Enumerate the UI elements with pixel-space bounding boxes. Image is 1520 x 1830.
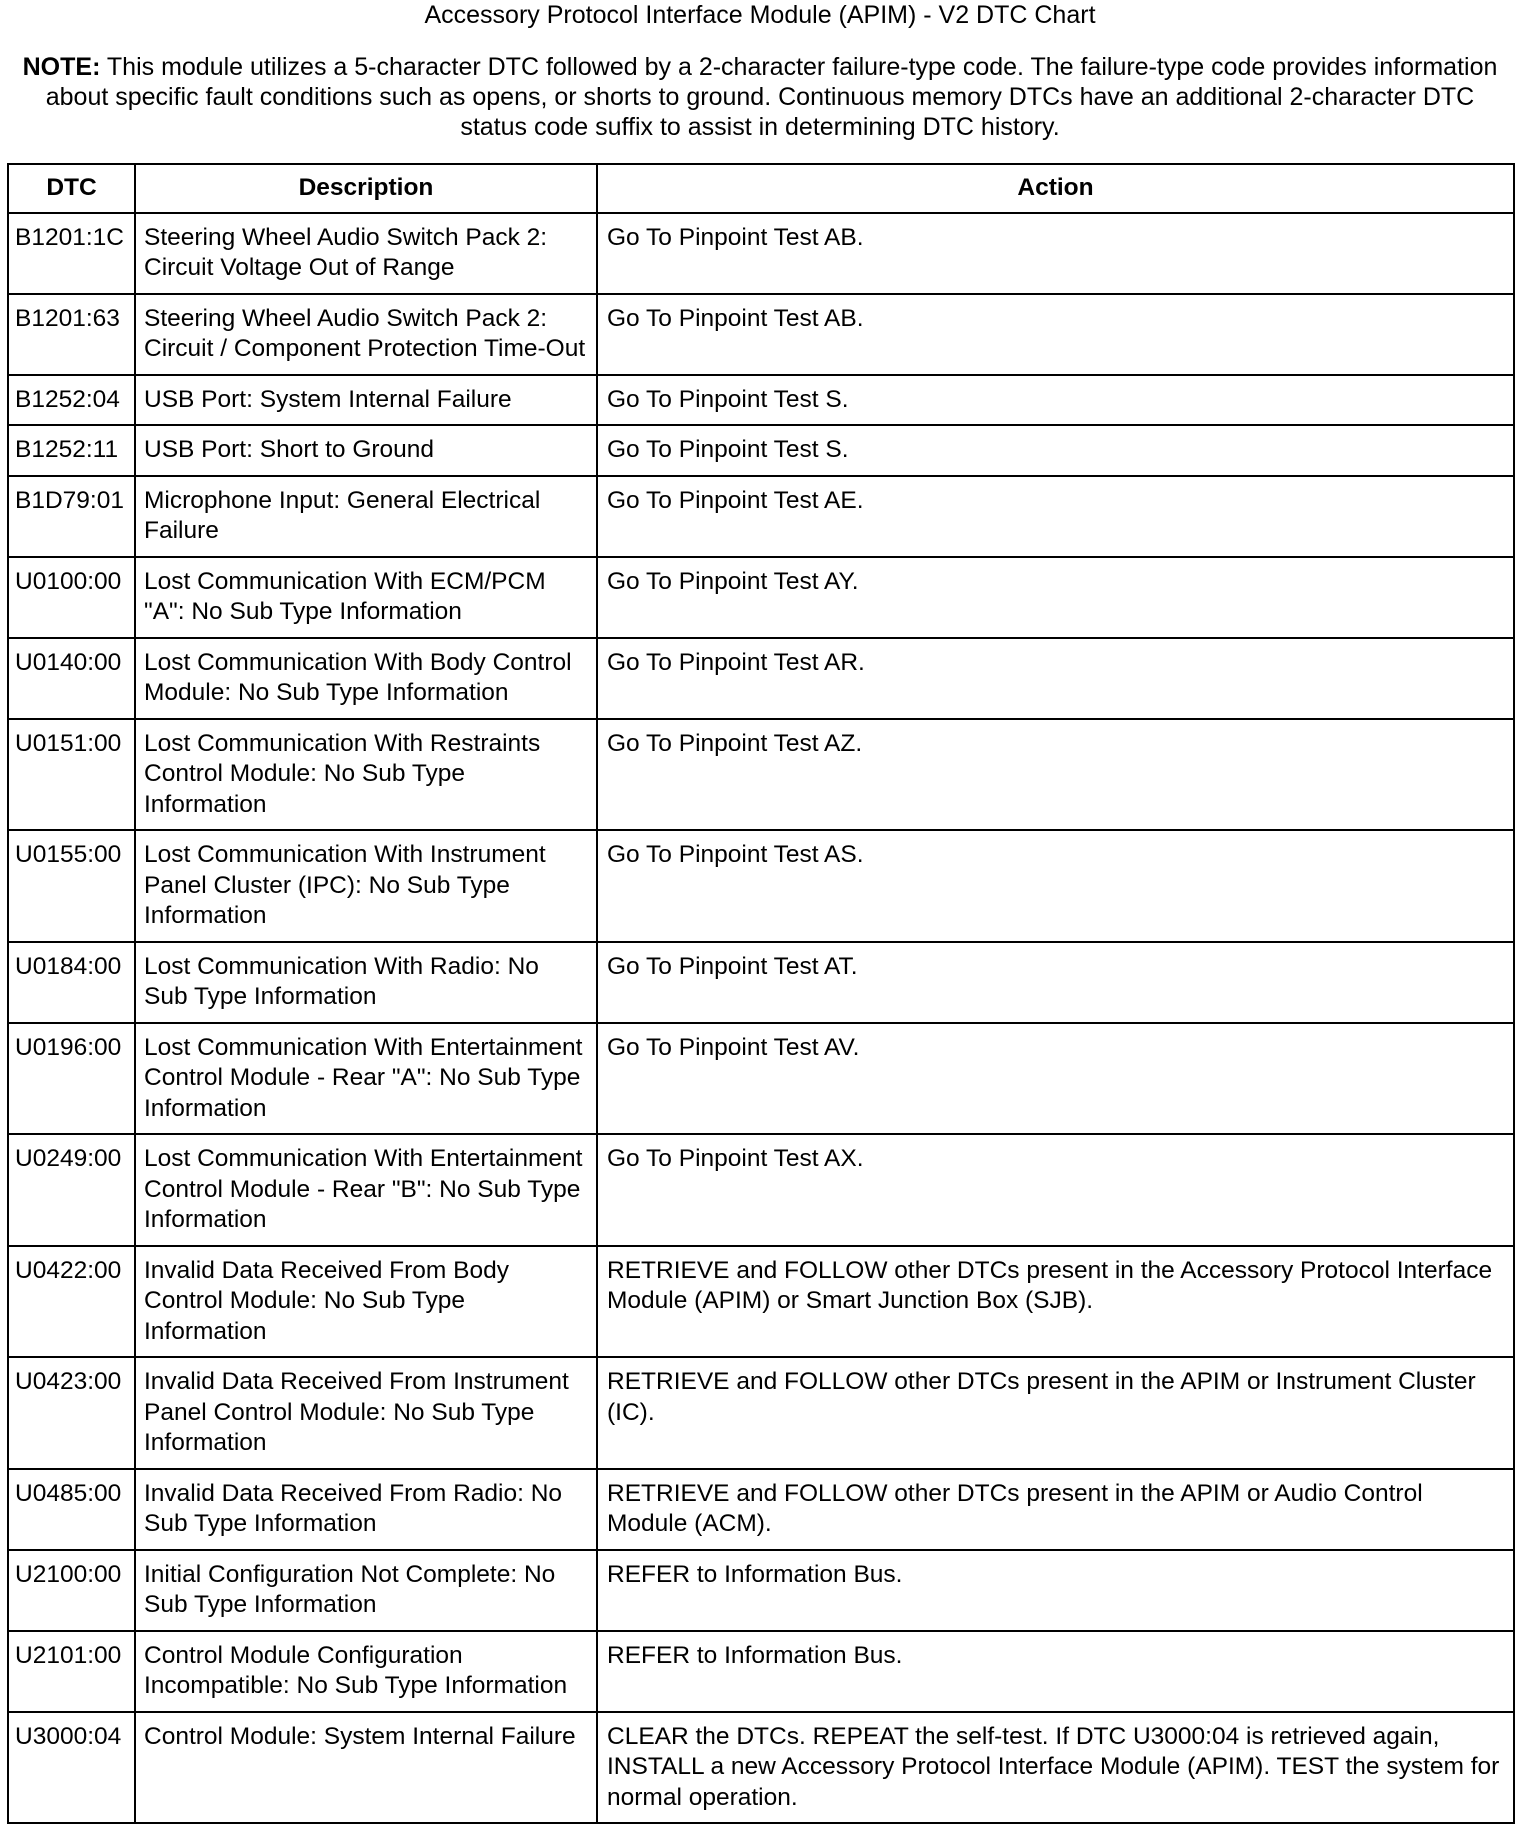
- table-row: [8, 1469, 1514, 1550]
- dtc-code: B1252:11: [8, 425, 135, 476]
- dtc-description: Microphone Input: General Electrical Failure: [135, 476, 597, 557]
- dtc-description: Invalid Data Received From Body Control Module: No Sub Type Information: [135, 1246, 597, 1358]
- dtc-description: Initial Configuration Not Complete: No Sub Type Information: [135, 1550, 597, 1631]
- dtc-code: U0155:00: [8, 830, 135, 942]
- dtc-description: Lost Communication With Entertainment Control Module - Rear "A": No Sub Type Information: [135, 1023, 597, 1135]
- note-text: This module utilizes a 5-character DTC followed by a 2-character failure-type code. The failure-type code provides information about specific fault conditions such as opens, or shorts to ground. Continuous memory DTCs have an additional 2-character DTC status code suffix to assist in determining DTC history.: [45, 53, 1498, 141]
- table-row: [8, 213, 1514, 294]
- dtc-code: U0100:00: [8, 557, 135, 638]
- table-row: [8, 425, 1514, 476]
- table-row: [8, 638, 1514, 719]
- table-row: [8, 476, 1514, 557]
- dtc-description: Lost Communication With Radio: No Sub Type Information: [135, 942, 597, 1023]
- dtc-description: Steering Wheel Audio Switch Pack 2: Circuit Voltage Out of Range: [135, 213, 597, 294]
- dtc-description: Lost Communication With Restraints Control Module: No Sub Type Information: [135, 719, 597, 831]
- dtc-action: Go To Pinpoint Test AX.: [597, 1134, 1514, 1246]
- note-paragraph: [12, 52, 1508, 142]
- table-row: [8, 375, 1514, 426]
- table-row: [8, 942, 1514, 1023]
- dtc-description: Invalid Data Received From Instrument Panel Control Module: No Sub Type Information: [135, 1357, 597, 1469]
- dtc-action: Go To Pinpoint Test AB.: [597, 294, 1514, 375]
- dtc-table: [7, 163, 1515, 1824]
- dtc-action: Go To Pinpoint Test AY.: [597, 557, 1514, 638]
- table-row: [8, 1631, 1514, 1712]
- dtc-code: B1201:63: [8, 294, 135, 375]
- dtc-code: U2100:00: [8, 1550, 135, 1631]
- document-title: Accessory Protocol Interface Module (APIM) - V2 DTC Chart: [424, 1, 1096, 29]
- dtc-action: RETRIEVE and FOLLOW other DTCs present in the APIM or Audio Control Module (ACM).: [597, 1469, 1514, 1550]
- table-row: [8, 1134, 1514, 1246]
- dtc-action: Go To Pinpoint Test AV.: [597, 1023, 1514, 1135]
- table-row: [8, 1357, 1514, 1469]
- dtc-description: Control Module: System Internal Failure: [135, 1712, 597, 1824]
- dtc-code: U0151:00: [8, 719, 135, 831]
- dtc-action: Go To Pinpoint Test AZ.: [597, 719, 1514, 831]
- dtc-description: Lost Communication With ECM/PCM "A": No Sub Type Information: [135, 557, 597, 638]
- dtc-description: Lost Communication With Body Control Module: No Sub Type Information: [135, 638, 597, 719]
- dtc-code: U0422:00: [8, 1246, 135, 1358]
- dtc-action: Go To Pinpoint Test AE.: [597, 476, 1514, 557]
- dtc-code: B1D79:01: [8, 476, 135, 557]
- dtc-code: U3000:04: [8, 1712, 135, 1824]
- dtc-code: U0140:00: [8, 638, 135, 719]
- dtc-description: Steering Wheel Audio Switch Pack 2: Circuit / Component Protection Time-Out: [135, 294, 597, 375]
- dtc-action: Go To Pinpoint Test AS.: [597, 830, 1514, 942]
- dtc-code: U0423:00: [8, 1357, 135, 1469]
- note-label: NOTE:: [22, 53, 101, 81]
- dtc-description: USB Port: Short to Ground: [135, 425, 597, 476]
- dtc-code: U2101:00: [8, 1631, 135, 1712]
- table-row: [8, 294, 1514, 375]
- dtc-description: Control Module Configuration Incompatible: No Sub Type Information: [135, 1631, 597, 1712]
- dtc-action: CLEAR the DTCs. REPEAT the self-test. If DTC U3000:04 is retrieved again, INSTALL a new Accessory Protocol Interface Module (APIM). TEST the system for normal operation.: [597, 1712, 1514, 1824]
- header-dtc: DTC: [8, 164, 135, 213]
- table-row: [8, 830, 1514, 942]
- dtc-action: Go To Pinpoint Test S.: [597, 425, 1514, 476]
- dtc-action: RETRIEVE and FOLLOW other DTCs present in the Accessory Protocol Interface Module (APIM) or Smart Junction Box (SJB).: [597, 1246, 1514, 1358]
- dtc-action: RETRIEVE and FOLLOW other DTCs present in the APIM or Instrument Cluster (IC).: [597, 1357, 1514, 1469]
- header-description: Description: [135, 164, 597, 213]
- table-row: [8, 1712, 1514, 1824]
- dtc-description: Invalid Data Received From Radio: No Sub Type Information: [135, 1469, 597, 1550]
- dtc-description: USB Port: System Internal Failure: [135, 375, 597, 426]
- table-row: [8, 719, 1514, 831]
- dtc-code: B1201:1C: [8, 213, 135, 294]
- dtc-action: REFER to Information Bus.: [597, 1550, 1514, 1631]
- table-row: [8, 557, 1514, 638]
- dtc-code: U0249:00: [8, 1134, 135, 1246]
- dtc-code: B1252:04: [8, 375, 135, 426]
- dtc-action: Go To Pinpoint Test S.: [597, 375, 1514, 426]
- table-row: [8, 1023, 1514, 1135]
- table-row: [8, 1246, 1514, 1358]
- dtc-code: U0485:00: [8, 1469, 135, 1550]
- dtc-action: Go To Pinpoint Test AT.: [597, 942, 1514, 1023]
- table-row: [8, 1550, 1514, 1631]
- table-header-row: [8, 164, 1514, 213]
- dtc-action: Go To Pinpoint Test AR.: [597, 638, 1514, 719]
- dtc-description: Lost Communication With Entertainment Control Module - Rear "B": No Sub Type Information: [135, 1134, 597, 1246]
- dtc-code: U0196:00: [8, 1023, 135, 1135]
- dtc-code: U0184:00: [8, 942, 135, 1023]
- dtc-description: Lost Communication With Instrument Panel Cluster (IPC): No Sub Type Information: [135, 830, 597, 942]
- dtc-action: Go To Pinpoint Test AB.: [597, 213, 1514, 294]
- dtc-action: REFER to Information Bus.: [597, 1631, 1514, 1712]
- header-action: Action: [597, 164, 1514, 213]
